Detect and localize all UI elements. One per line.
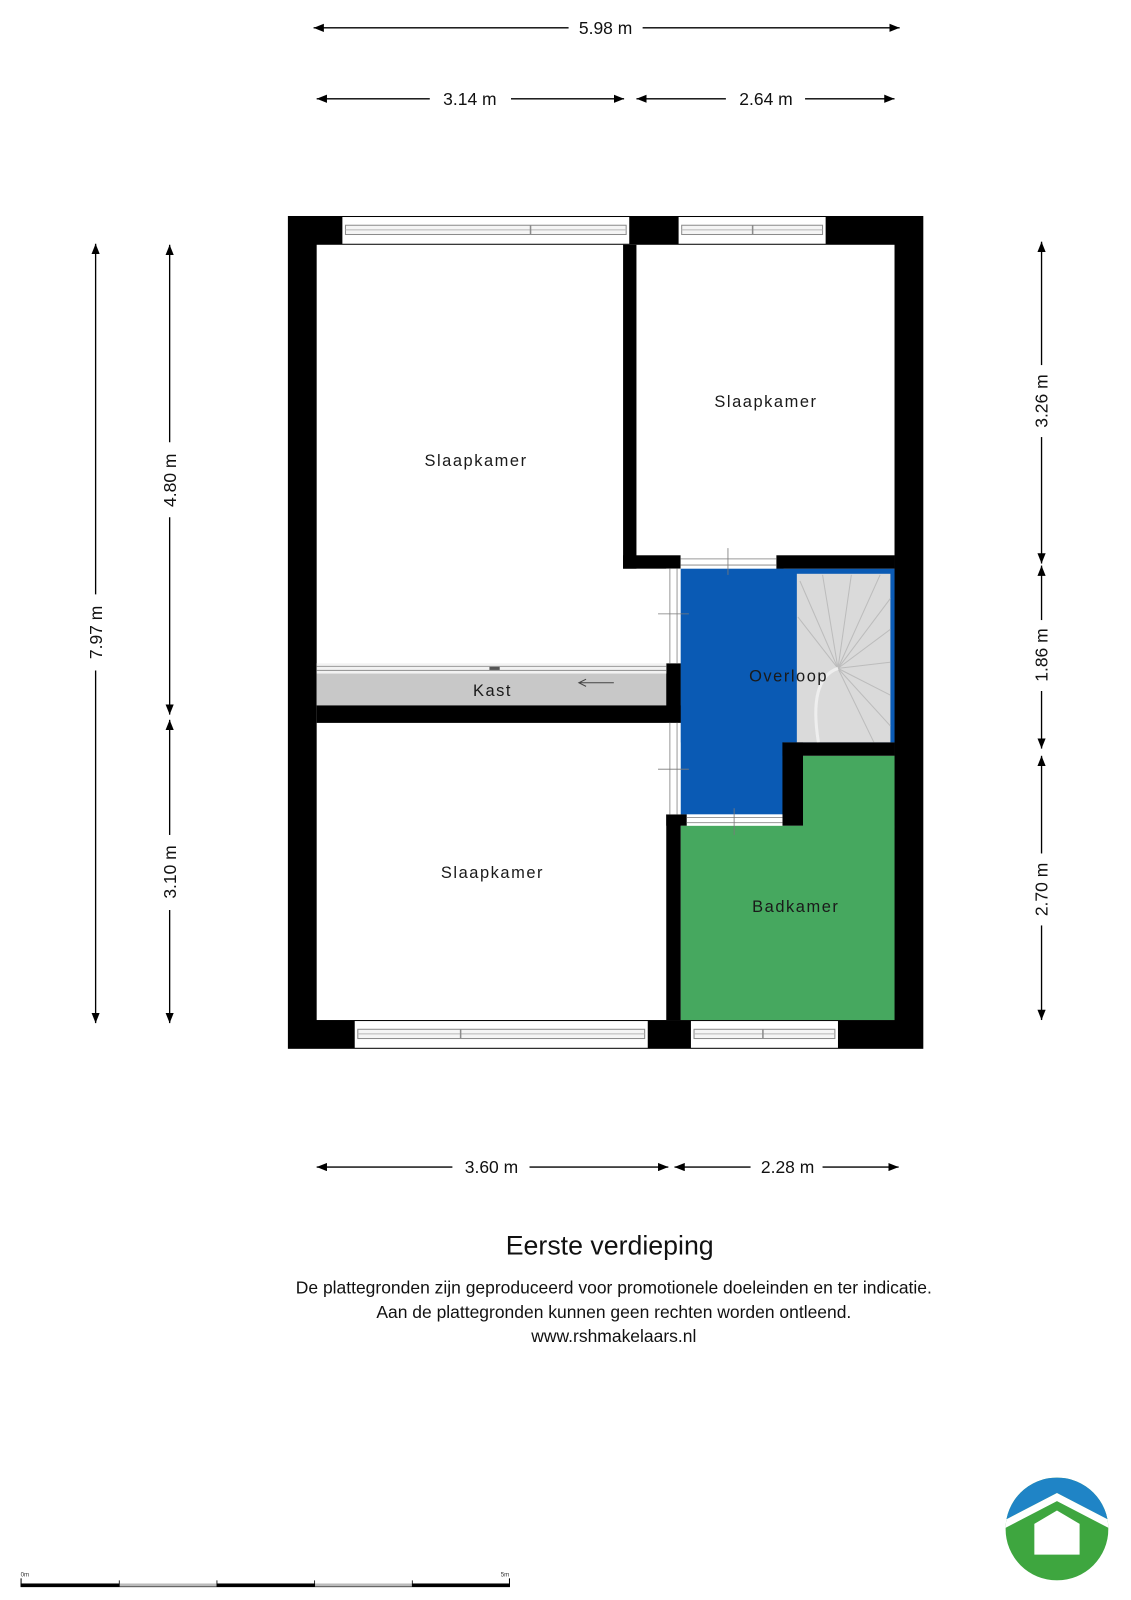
wall xyxy=(317,705,681,722)
scale-bar-segment xyxy=(412,1583,510,1586)
dimension-label: 2.70 m xyxy=(1031,862,1052,917)
bathroom-floor-alcove xyxy=(803,756,895,828)
dimension-top-total xyxy=(314,18,900,38)
dimension-right-middle xyxy=(1032,566,1052,749)
scale-bar-segment xyxy=(217,1583,315,1586)
room-label-bedroom-top-left: Slaapkamer xyxy=(424,451,528,470)
room-label-closet: Kast xyxy=(472,682,513,701)
disclaimer-line-1: De plattegronden zijn geproduceerd voor promotionele doeleinden en ter indicatie. xyxy=(295,1277,932,1298)
dimension-label: 3.10 m xyxy=(159,845,180,899)
logo-clip-group xyxy=(1001,1478,1112,1581)
dimension-left-lower xyxy=(160,720,180,1023)
dimension-label: 4.80 m xyxy=(159,453,180,507)
dimension-label: 2.28 m xyxy=(760,1157,815,1178)
wall xyxy=(666,814,680,1020)
dimension-bottom-right xyxy=(674,1157,898,1177)
dimension-right-upper xyxy=(1032,242,1052,564)
stairs-area xyxy=(797,574,891,743)
sliding-door-handle xyxy=(489,667,499,670)
scale-bar-start-label: 0m xyxy=(20,1571,30,1579)
dimension-left-upper xyxy=(160,245,180,715)
dimension-label: 3.60 m xyxy=(464,1157,519,1178)
dimension-label: 1.86 m xyxy=(1031,628,1052,682)
dimension-label: 3.26 m xyxy=(1031,374,1052,428)
room-label-landing: Overloop xyxy=(749,667,829,686)
dimension-top-right xyxy=(636,89,894,109)
door-opening xyxy=(666,569,680,664)
dimension-label: 7.97 m xyxy=(85,605,106,660)
house-globe-logo-icon xyxy=(1001,1478,1112,1581)
dimension-left-total xyxy=(86,244,106,1023)
bathroom-floor-main xyxy=(681,826,895,1020)
dimension-top-left xyxy=(317,89,624,109)
dimension-label: 2.64 m xyxy=(739,88,793,109)
landing-floor-lower xyxy=(681,569,784,815)
spiral-staircase-icon xyxy=(797,574,891,743)
scale-bar-segment xyxy=(119,1583,217,1586)
plan-title: Eerste verdieping xyxy=(505,1230,714,1261)
window-bottom-left xyxy=(355,1021,648,1048)
dimension-label: 5.98 m xyxy=(578,18,633,39)
disclaimer-line-2: Aan de plattegronden kunnen geen rechten worden ontleend. xyxy=(376,1302,852,1323)
scale-bar-segment xyxy=(315,1583,413,1586)
dimension-right-lower xyxy=(1032,756,1052,1020)
floor-plan xyxy=(288,216,923,1049)
wall xyxy=(623,245,636,569)
website-text: www.rshmakelaars.nl xyxy=(531,1325,697,1346)
wall xyxy=(776,555,894,568)
wall xyxy=(782,742,894,755)
door-opening xyxy=(687,814,783,825)
window-bottom-right xyxy=(691,1021,838,1048)
wall xyxy=(623,555,681,568)
door-opening xyxy=(681,555,777,568)
room-label-bedroom-top-right: Slaapkamer xyxy=(714,393,818,412)
closet-sliding-door xyxy=(317,663,667,673)
door-opening xyxy=(666,723,680,815)
scale-bar-segment xyxy=(21,1583,120,1586)
dimension-bottom-left xyxy=(317,1157,669,1177)
window-top-right xyxy=(679,217,826,244)
room-label-bedroom-bottom-left: Slaapkamer xyxy=(440,864,545,883)
dimension-label: 3.14 m xyxy=(443,88,497,109)
room-label-bathroom: Badkamer xyxy=(752,898,840,917)
scale-bar-end-label: 5m xyxy=(500,1571,510,1579)
scale-bar xyxy=(21,1571,510,1586)
window-top-left xyxy=(342,217,629,244)
